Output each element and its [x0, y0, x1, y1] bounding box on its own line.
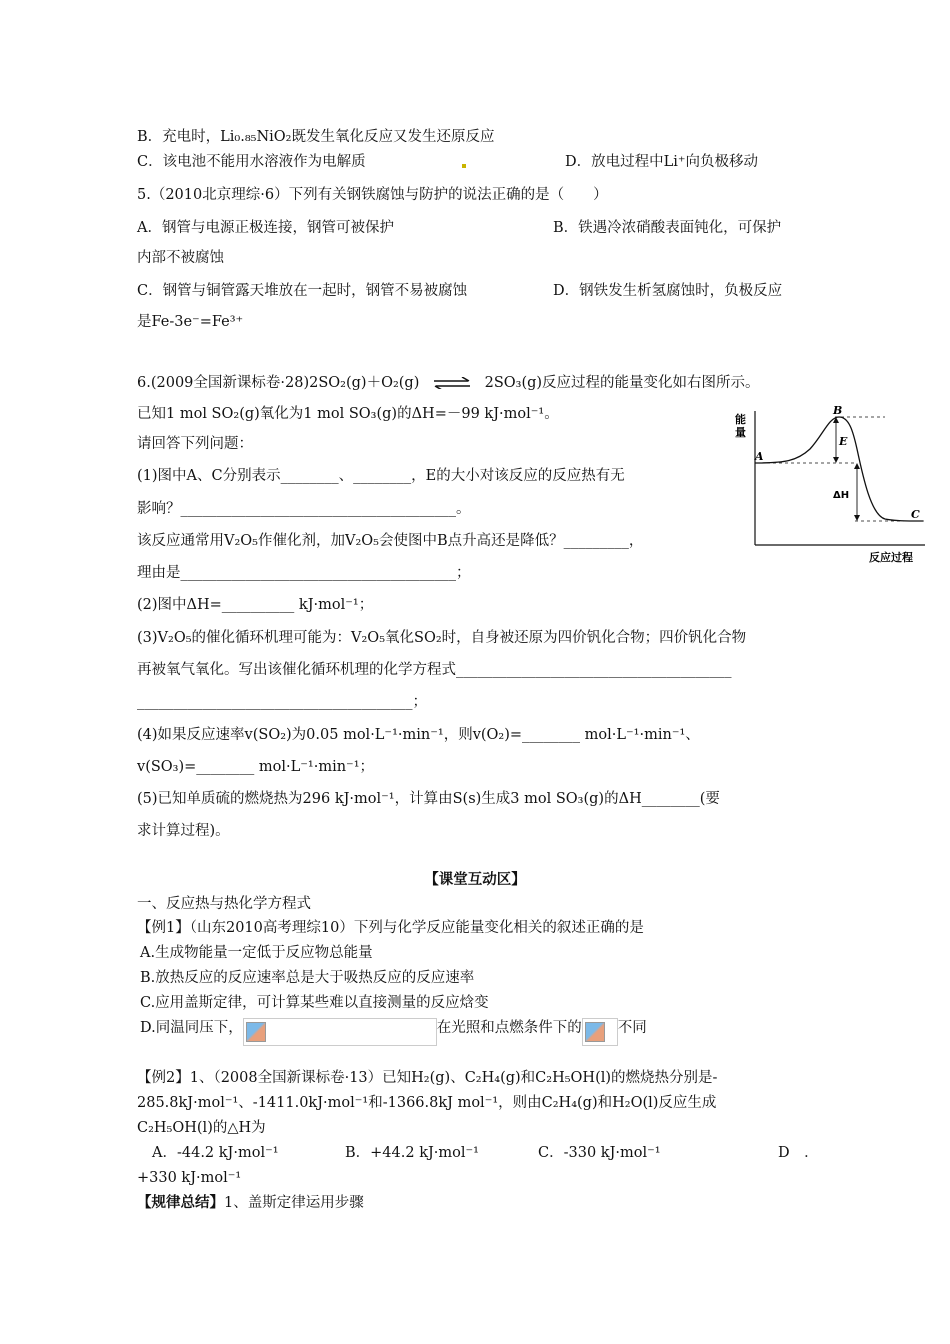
q-prev-option-b: B．充电时，Li₀.₈₅NiO₂既发生氧化反应又发生还原反应: [137, 129, 495, 145]
q6-part-5: (5)已知单质硫的燃烧热为296 kJ·mol⁻¹，计算由S(s)生成3 mol SO₃(g)的ΔH________(要: [137, 791, 720, 807]
ex1-option-d-part-1: D.同温同压下，: [140, 1020, 243, 1036]
q6-reason: 理由是______________________________________；: [137, 565, 471, 581]
label-e: E: [839, 435, 848, 448]
summary-text: 1、盖斯定律运用步骤: [224, 1195, 364, 1211]
q6-part-3: (3)V₂O₅的催化循环机理可能为：V₂O₅氧化SO₂时，自身被还原为四价钒化合物；四价钒化合物: [137, 630, 747, 646]
q6-part-5-cont: 求计算过程)。: [137, 823, 230, 839]
q5-option-b: B．铁遇冷浓硝酸表面钝化，可保护: [553, 220, 782, 236]
ex2-stem-line-3: C₂H₅OH(l)的△H为: [137, 1120, 266, 1136]
q6-part-4-cont: v(SO₃)=________ mol·L⁻¹·min⁻¹；: [137, 759, 375, 775]
ex1-option-b: B.放热反应的反应速率总是大于吸热反应的反应速率: [140, 970, 475, 986]
energy-curve: [755, 417, 923, 521]
q6-part-4: (4)如果反应速率v(SO₂)为0.05 mol·L⁻¹·min⁻¹，则v(O₂)=________ mol·L⁻¹·min⁻¹、: [137, 727, 700, 743]
energy-diagram: [735, 405, 935, 565]
q5-option-d: D．钢铁发生析氢腐蚀时，负极反应: [553, 283, 783, 299]
q6-line-3: 请回答下列问题：: [137, 436, 253, 452]
q6-equation-right: 2SO₃(g)反应过程的能量变化如右图所示。: [484, 375, 760, 391]
ex2-option-b: B．+44.2 kJ·mol⁻¹: [345, 1145, 479, 1161]
broken-image-icon: [582, 1018, 618, 1046]
ex2-option-c: C．-330 kJ·mol⁻¹: [538, 1145, 661, 1161]
q6-part-1: (1)图中A、C分别表示________、________，E的大小对该反应的反应热有无: [137, 468, 625, 484]
q5-option-c: C．钢管与铜管露天堆放在一起时，钢管不易被腐蚀: [137, 283, 468, 299]
label-point-b: B: [833, 405, 843, 417]
q6-part-1-cont: 影响？______________________________________。: [137, 501, 471, 517]
x-label: 反应过程: [869, 551, 913, 564]
y-label-top: 能: [735, 413, 746, 426]
ex2-stem-line-2: 285.8kJ·mol⁻¹、-1411.0kJ·mol⁻¹和-1366.8kJ mol⁻¹，则由C₂H₄(g)和H₂O(l)反应生成: [137, 1095, 717, 1111]
q6-catalyst-question: 该反应通常用V₂O₅作催化剂，加V₂O₅会使图中B点升高还是降低？_________，: [137, 533, 644, 549]
summary-title: 【规律总结】: [137, 1194, 224, 1211]
q5-option-b-cont: 内部不被腐蚀: [137, 250, 224, 266]
ex1-option-d-part-3: 不同: [617, 1020, 647, 1036]
label-delta-h: ΔH: [833, 490, 850, 501]
q-prev-option-c: C．该电池不能用水溶液作为电解质: [137, 154, 366, 170]
section-subtitle: 一、反应热与热化学方程式: [137, 896, 311, 912]
ex2-option-d-value: +330 kJ·mol⁻¹: [137, 1170, 242, 1186]
summary: [137, 1193, 364, 1213]
q6-line-1: [137, 373, 760, 393]
equilibrium-arrow-icon: [432, 377, 472, 389]
q5-option-a: A．钢管与电源正极连接，钢管可被保护: [137, 220, 394, 236]
ex2-stem-line-1: 【例2】1、（2008全国新课标卷·13）已知H₂(g)、C₂H₄(g)和C₂H₅OH(l)的燃烧热分别是-: [137, 1070, 718, 1086]
ex1-option-d: [140, 1018, 647, 1046]
ex1-option-c: C.应用盖斯定律，可计算某些难以直接测量的反应焓变: [140, 995, 489, 1011]
q-prev-option-d: D．放电过程中Li⁺向负极移动: [565, 154, 759, 170]
label-point-c: C: [911, 508, 920, 521]
ex1-stem: 【例1】（山东2010高考理综10）下列与化学反应能量变化相关的叙述正确的是: [137, 920, 644, 936]
ex2-option-d: D ．: [778, 1145, 819, 1161]
q6-equation-left: 6.(2009全国新课标卷·28)2SO₂(g)＋O₂(g): [137, 375, 420, 391]
section-title: 【课堂互动区】: [424, 871, 526, 888]
q6-part-2: (2)图中ΔH=__________ kJ·mol⁻¹；: [137, 597, 374, 613]
q6-line-2: 已知1 mol SO₂(g)氧化为1 mol SO₃(g)的ΔH=－99 kJ·mol⁻¹。: [137, 406, 559, 422]
q6-part-3-blank: ______________________________________；: [137, 694, 427, 710]
q5-option-d-cont: 是Fe-3e⁻=Fe³⁺: [137, 314, 244, 330]
ex2-option-a: A．-44.2 kJ·mol⁻¹: [152, 1145, 279, 1161]
broken-image-icon: [243, 1018, 437, 1046]
q5-stem: 5.（2010北京理综·6）下列有关钢铁腐蚀与防护的说法正确的是（ ）: [137, 187, 608, 203]
y-label-bottom: 量: [735, 426, 746, 439]
highlight-mark: [462, 152, 466, 172]
q6-part-3-cont: 再被氧气氧化。写出该催化循环机理的化学方程式______________________________________: [137, 662, 732, 678]
label-point-a: A: [755, 450, 764, 463]
ex1-option-a: A.生成物能量一定低于反应物总能量: [140, 945, 373, 961]
ex1-option-d-part-2: 在光照和点燃条件下的: [436, 1020, 582, 1036]
